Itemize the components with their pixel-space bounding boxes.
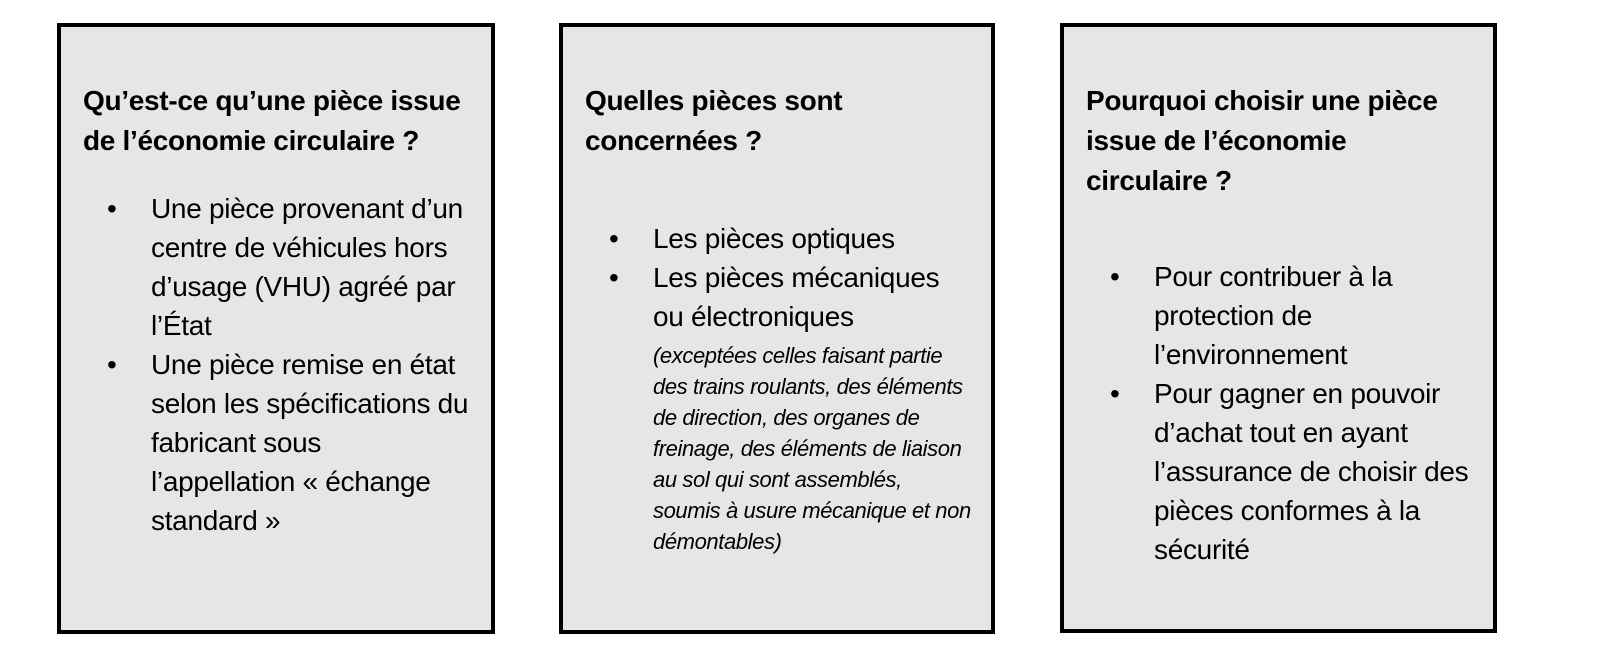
list-item-text: Une pièce provenant d’un centre de véhicules hors d’usage (VHU) agréé par l’État — [151, 193, 463, 341]
bullet-icon: • — [107, 193, 117, 224]
list-item-text: Les pièces optiques — [653, 223, 895, 254]
list-item — [83, 345, 471, 540]
bullet-list — [585, 219, 971, 557]
list-item — [1086, 374, 1473, 569]
info-card-what — [57, 23, 495, 634]
bullet-icon: • — [1110, 261, 1120, 292]
card-title: Quelles pièces sont concernées ? — [585, 85, 843, 156]
bullet-icon: • — [609, 223, 619, 254]
list-item-text: Les pièces mécaniques ou électroniques — [653, 262, 940, 332]
info-card-why — [1060, 23, 1497, 633]
bullet-icon: • — [609, 262, 619, 293]
bullet-icon: • — [1110, 378, 1120, 409]
card-title: Pourquoi choisir une pièce issue de l’économie circulaire ? — [1086, 85, 1438, 196]
bullet-list — [1086, 257, 1473, 569]
list-item-text: Pour gagner en pouvoir d’achat tout en ayant l’assurance de choisir des pièces conformes à la sécurité — [1154, 378, 1469, 565]
list-item-text: Une pièce remise en état selon les spécifications du fabricant sous l’appellation « échange standard » — [151, 349, 469, 536]
info-card-which — [559, 23, 995, 634]
bullet-list — [83, 189, 471, 540]
list-item — [83, 189, 471, 345]
list-item-text: Pour contribuer à la protection de l’environnement — [1154, 261, 1393, 370]
list-item — [585, 219, 971, 258]
list-item — [585, 258, 971, 557]
list-item — [1086, 257, 1473, 374]
card-title: Qu’est-ce qu’une pièce issue de l’économie circulaire ? — [83, 85, 461, 156]
bullet-icon: • — [107, 349, 117, 380]
exception-note: (exceptées celles faisant partie des trains roulants, des éléments de direction, des organes de freinage, des éléments de liaison au sol qui sont assemblés, soumis à usure mécanique et non démontables) — [653, 343, 971, 554]
